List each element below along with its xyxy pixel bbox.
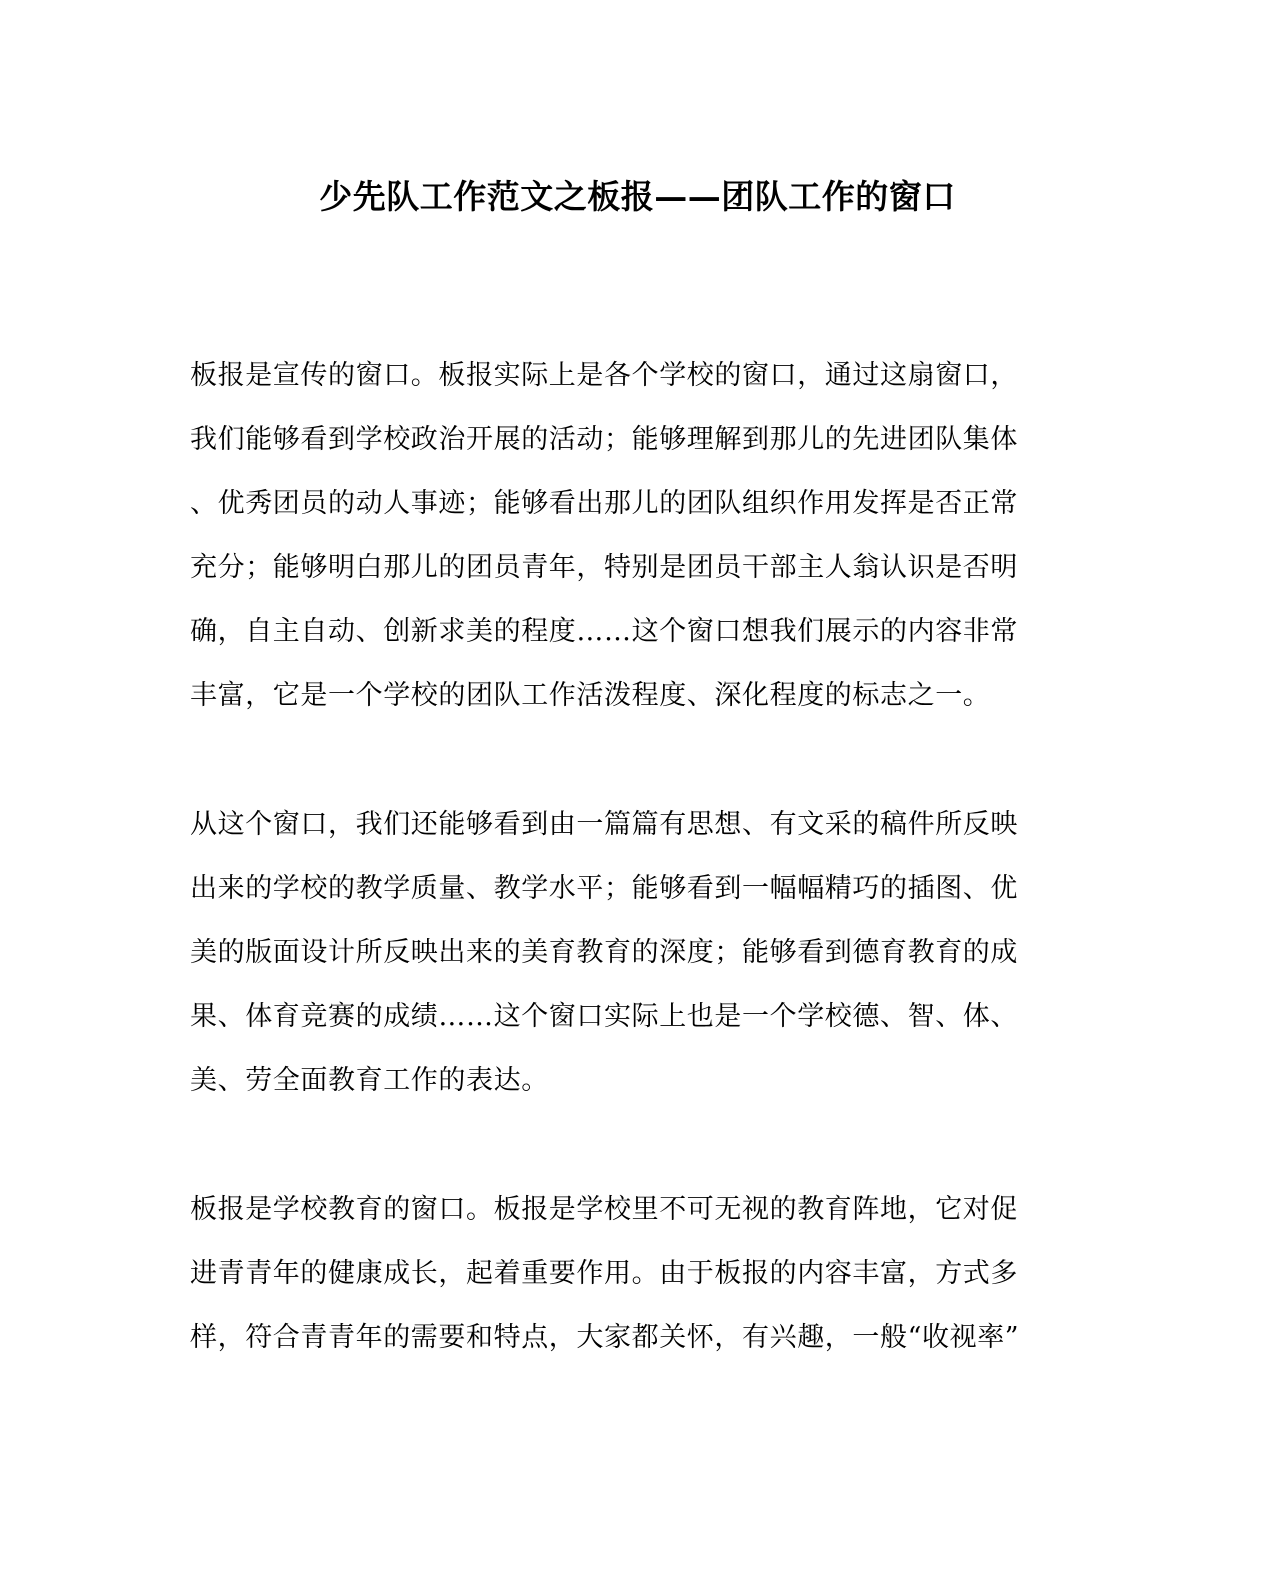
paragraph-2 [190, 793, 1070, 1113]
paragraph-line: 、优秀团员的动人事迹；能够看出那儿的团队组织作用发挥是否正常 [190, 488, 1018, 519]
paragraph-line: 从这个窗口，我们还能够看到由一篇篇有思想、有文采的稿件所反映 [190, 809, 1018, 840]
paragraph-line: 果、体育竞赛的成绩……这个窗口实际上也是一个学校德、智、体、 [190, 1001, 1018, 1032]
paragraph-line: 板报是学校教育的窗口。板报是学校里不可无视的教育阵地，它对促 [190, 1194, 1018, 1225]
paragraph-line: 丰富，它是一个学校的团队工作活泼程度、深化程度的标志之一。 [190, 680, 991, 711]
paragraph-3 [190, 1178, 1070, 1370]
paragraph-line: 确，自主自动、创新求美的程度……这个窗口想我们展示的内容非常 [190, 616, 1018, 647]
paragraph-line: 出来的学校的教学质量、教学水平；能够看到一幅幅精巧的插图、优 [190, 873, 1018, 904]
paragraph-1 [190, 344, 1070, 728]
paragraph-line: 板报是宣传的窗口。板报实际上是各个学校的窗口，通过这扇窗口， [190, 360, 1018, 391]
paragraph-line: 我们能够看到学校政治开展的活动；能够理解到那儿的先进团队集体 [190, 424, 1018, 455]
paragraph-line: 充分；能够明白那儿的团员青年，特别是团员干部主人翁认识是否明 [190, 552, 1018, 583]
document-title: 少先队工作范文之板报——团队工作的窗口 [319, 177, 956, 216]
paragraph-line: 美的版面设计所反映出来的美育教育的深度；能够看到德育教育的成 [190, 937, 1018, 968]
paragraph-line: 进青青年的健康成长，起着重要作用。由于板报的内容丰富，方式多 [190, 1258, 1018, 1289]
paragraph-line: 样，符合青青年的需要和特点，大家都关怀，有兴趣，一般“收视率” [190, 1322, 1020, 1353]
paragraph-line: 美、劳全面教育工作的表达。 [190, 1065, 549, 1096]
